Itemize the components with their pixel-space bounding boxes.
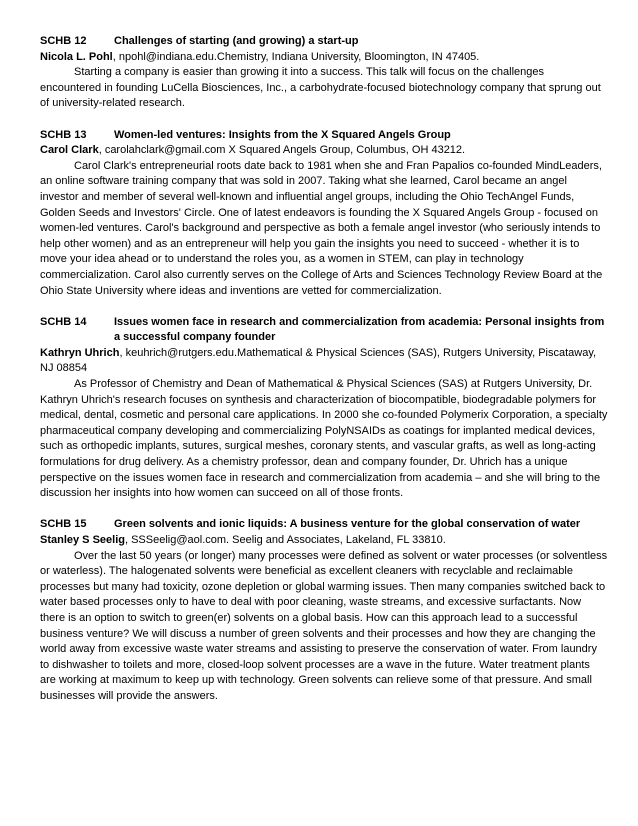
abstract-body: As Professor of Chemistry and Dean of Mathematical & Physical Sciences (SAS) at Rutgers University, Dr. Kathryn Uhrich's research focuses on synthesis and characterization of biocompatible, biodegradable polymers for medical, dental, cosmetic and personal care applications. In 2000 she co-founded Polymerix Corporation, a specialty pharmaceutical company developing and commercializing PolyNSAIDs as coatings for implanted medical devices, such as orthopedic implants, sutures, surgical meshes, coronary stents, and vascular grafts, as well as long-acting formulations for drug delivery. As a chemistry professor, dean and company founder, Dr. Uhrich has a unique perspective on the issues women face in research and commercialization from academia – and she will bring to the discussion her insights into how women can succeed on all of those fronts. bbox=[40, 378, 608, 500]
author-affiliation: , carolahclark@gmail.com X Squared Angels Group, Columbus, OH 43212. bbox=[98, 144, 466, 157]
abstract-heading bbox=[40, 315, 608, 346]
abstract-code: SCHB 13 bbox=[40, 128, 87, 141]
abstract-code: SCHB 14 bbox=[40, 315, 87, 328]
abstract-title: Women-led ventures: Insights from the X Squared Angels Group bbox=[114, 128, 451, 141]
abstract-body: Carol Clark's entrepreneurial roots date back to 1981 when she and Fran Papalios co-founded MindLeaders, an online software training company that was sold in 2007. Taking what she learned, Carol became an angel investor and member of several well-known and influential angel groups, including the Ohio TechAngel Funds, Golden Seeds and Investors' Circle. One of latest endeavors is founding the X Squared Angels Group - focused on women-led ventures. Carol's background and perspective as both a female angel investor (who seriously intends to help other women) and as an entrepreneur will help you gain the insights you need to succeed - whether it is to move your idea ahead or to understand the roles you, as a women in STEM, can play in technology commercialization. Carol also currently serves on the College of Arts and Sciences Technology Review Board at the Ohio State University where ideas and inventions are vetted for commercialization. bbox=[40, 159, 603, 297]
author-line bbox=[40, 50, 608, 66]
abstract-code: SCHB 15 bbox=[40, 518, 87, 531]
abstract-schb-15 bbox=[40, 517, 608, 704]
abstract-schb-12 bbox=[40, 34, 608, 112]
author-affiliation: , keuhrich@rutgers.edu.Mathematical & Physical Sciences (SAS), Rutgers University, Piscataway, NJ 08854 bbox=[40, 346, 597, 375]
author-name: Stanley S Seelig bbox=[40, 534, 125, 546]
abstract-code: SCHB 12 bbox=[40, 35, 87, 47]
abstract-heading bbox=[40, 517, 608, 533]
abstract-heading bbox=[40, 128, 608, 144]
author-affiliation: , npohl@indiana.edu.Chemistry, Indiana University, Bloomington, IN 47405. bbox=[112, 50, 480, 63]
author-name: Carol Clark bbox=[40, 144, 99, 157]
author-affiliation: , SSSeelig@aol.com. Seelig and Associates, Lakeland, FL 33810. bbox=[124, 534, 446, 546]
abstract-schb-13 bbox=[40, 128, 608, 300]
author-name: Nicola L. Pohl bbox=[40, 50, 113, 63]
abstract-heading bbox=[40, 34, 608, 50]
author-line bbox=[40, 533, 608, 549]
author-name: Kathryn Uhrich bbox=[40, 346, 120, 359]
abstract-title: Green solvents and ionic liquids: A business venture for the global conservation of water bbox=[114, 518, 581, 531]
author-line bbox=[40, 346, 608, 377]
abstract-body: Starting a company is easier than growing it into a success. This talk will focus on the challenges encountered in founding LuCella Biosciences, Inc., a carbohydrate-focused biotechnology company that sprung out of university-related research. bbox=[40, 66, 601, 110]
abstract-body: Over the last 50 years (or longer) many processes were defined as solvent or water processes (or solventless or waterless). The halogenated solvents were beneficial as excellent cleaners with recyclable and reclaimable processes but many had toxicity, ozone depletion or global warming issues. Then many companies switched back to water based processes only to have to deal with poor cleaning, waste streams, and excessive surfactants. Now there is an option to switch to green(er) solvents on a global basis. How can this approach lead to a successful business venture? We will discuss a number of green solvents and their processes and how they are changing the world away from excessive waste water streams and assisting to preserve the conservation of water. From laundry to dishwasher to toilets and more, closed-loop solvent processes are a wave in the future. Water treatment plants are working at maximum to keep up with technology. Green solvents can relieve some of that pressure. And small businesses will provide the answers. bbox=[40, 549, 608, 702]
abstract-title: Issues women face in research and commercialization from academia: Personal insights from a successful company founder bbox=[114, 315, 605, 344]
abstract-title: Challenges of starting (and growing) a start-up bbox=[114, 35, 359, 47]
author-line bbox=[40, 143, 608, 159]
abstract-schb-14 bbox=[40, 315, 608, 502]
